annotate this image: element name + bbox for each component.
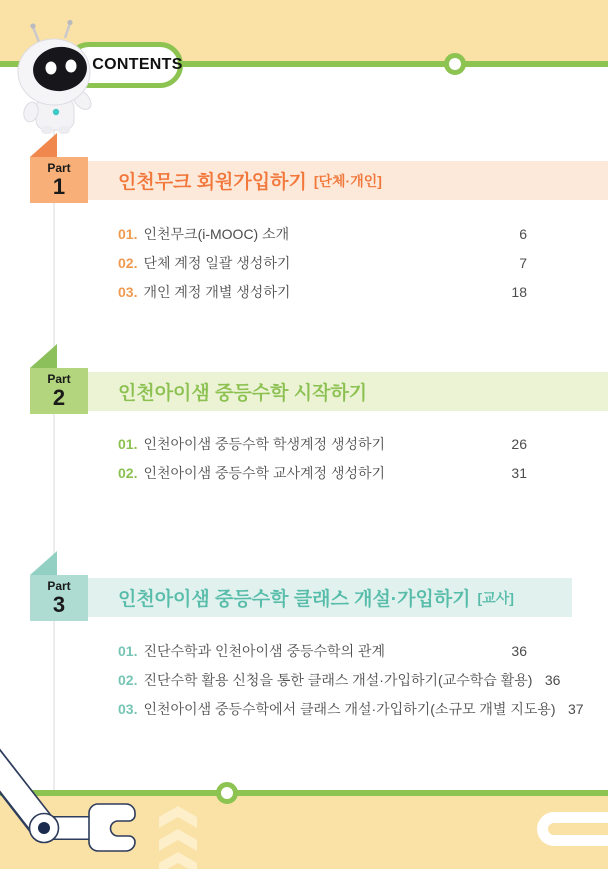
- item-number: 03.: [118, 700, 138, 717]
- item-number: 01.: [118, 435, 138, 452]
- item-number: 03.: [118, 283, 138, 300]
- part3-title-suffix: [교사]: [477, 589, 514, 606]
- part3-number-box: [30, 575, 88, 621]
- item-title: 인천아이샘 중등수학 교사계정 생성하기: [143, 464, 386, 481]
- item-page-number: 36: [544, 671, 561, 688]
- toc-row: [118, 219, 527, 248]
- toc-row: [118, 694, 584, 723]
- part2-fold-decoration: [30, 344, 57, 368]
- toc-row: [118, 277, 527, 306]
- item-number: 01.: [118, 642, 138, 659]
- contents-title: CONTENTS: [92, 56, 183, 73]
- pipe-shape-icon: [537, 812, 608, 846]
- part2-number-box: [30, 368, 88, 414]
- part1-title-suffix: [단체·개인]: [313, 172, 382, 189]
- item-title: 진단수학 활용 신청을 통한 클래스 개설·가입하기(교수학습 활용): [143, 671, 533, 688]
- part1-title: 인천무크 회원가입하기: [118, 172, 307, 193]
- part1-number: 1: [52, 174, 66, 200]
- part1-title-bar: [88, 161, 608, 200]
- part3-item-list: [118, 636, 584, 723]
- connector-node-bottom-icon: [216, 782, 238, 804]
- toc-row: [118, 636, 527, 665]
- part3-title: 인천아이샘 중등수학 클래스 개설·가입하기: [118, 589, 471, 610]
- item-page-number: 31: [511, 464, 527, 481]
- item-title: 단체 계정 일괄 생성하기: [143, 254, 291, 271]
- item-number: 02.: [118, 254, 138, 271]
- toc-row: [118, 429, 527, 458]
- item-title: 인천아이샘 중등수학에서 클래스 개설·가입하기(소규모 개별 지도용): [143, 700, 556, 717]
- part3-title-bar: [88, 578, 572, 617]
- part2-label: Part: [47, 371, 71, 386]
- item-title: 진단수학과 인천아이샘 중등수학의 관계: [143, 642, 386, 659]
- connector-node-top-icon: [444, 53, 466, 75]
- item-page-number: 7: [519, 254, 527, 271]
- item-page-number: 26: [511, 435, 527, 452]
- item-title: 인천무크(i-MOOC) 소개: [143, 225, 290, 242]
- robot-arm-icon: [0, 740, 200, 869]
- part1-number-box: [30, 157, 88, 203]
- item-number: 02.: [118, 464, 138, 481]
- item-page-number: 37: [568, 700, 584, 717]
- item-page-number: 36: [511, 642, 527, 659]
- item-title: 인천아이샘 중등수학 학생계정 생성하기: [143, 435, 386, 452]
- toc-row: [118, 248, 527, 277]
- part3-number: 3: [52, 592, 66, 618]
- part2-title: 인천아이샘 중등수학 시작하기: [118, 383, 368, 404]
- part2-number: 2: [52, 385, 66, 411]
- item-page-number: 6: [519, 225, 527, 242]
- vertical-guide-line: [53, 118, 55, 790]
- item-number: 02.: [118, 671, 138, 688]
- part3-label: Part: [47, 578, 71, 593]
- item-title: 개인 계정 개별 생성하기: [143, 283, 291, 300]
- part1-item-list: [118, 219, 527, 306]
- item-page-number: 18: [511, 283, 527, 300]
- toc-row: [118, 458, 527, 487]
- toc-row: [118, 665, 561, 694]
- robot-mascot-icon: [8, 20, 108, 136]
- part1-fold-decoration: [30, 133, 57, 157]
- part1-label: Part: [47, 160, 71, 175]
- item-number: 01.: [118, 225, 138, 242]
- part2-item-list: [118, 429, 527, 487]
- part2-title-bar: [88, 372, 608, 411]
